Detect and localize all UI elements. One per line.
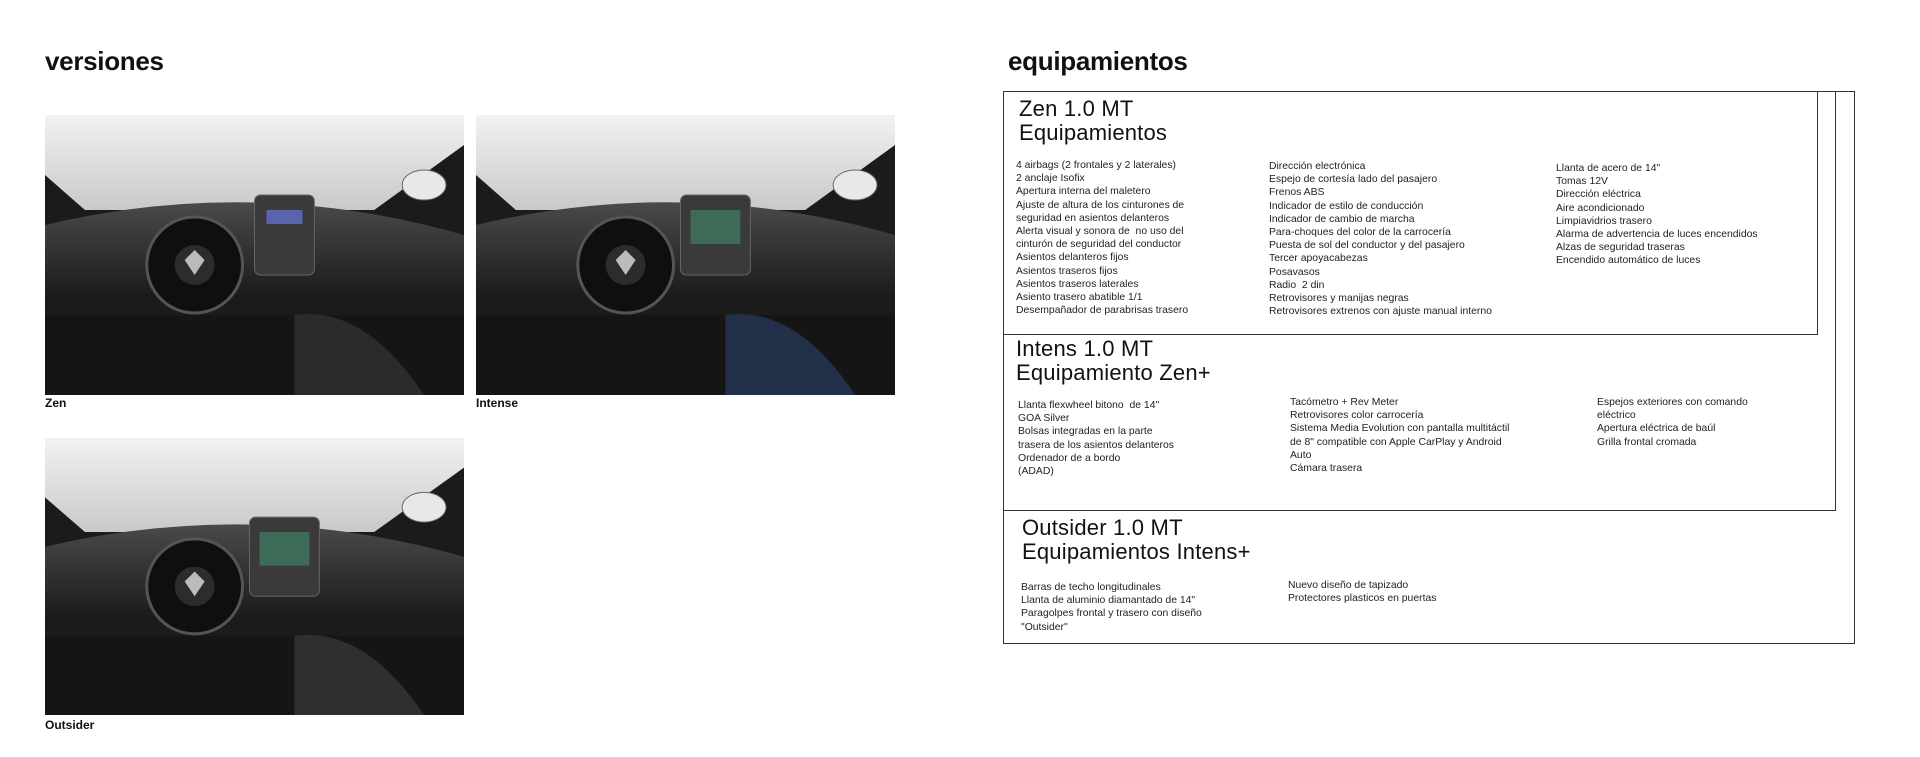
equipamientos-heading: equipamientos: [1008, 46, 1188, 76]
intens-title: [1016, 337, 1211, 385]
intens-features-col2: Tacómetro + Rev Meter Retrovisores color carrocería Sistema Media Evolution con pantalla multitáctil de 8" compatible con Apple CarPlay y Android Auto Cámara trasera: [1290, 397, 1510, 475]
outsider-subtitle: Equipamientos Intens+: [1022, 539, 1251, 564]
versiones-heading: versiones: [45, 46, 164, 76]
intens-model: Intens 1.0 MT: [1016, 336, 1154, 361]
zen-title: [1019, 97, 1167, 145]
outsider-interior-photo: [45, 438, 464, 715]
outsider-title: [1022, 516, 1251, 564]
zen-features-col1: 4 airbags (2 frontales y 2 laterales) 2 anclaje Isofix Apertura interna del maletero Ajuste de altura de los cinturones de seguridad en asientos delanteros Alerta visual y sonora de no uso del cinturón de seguridad del conductor Asientos delanteros fijos Asientos traseros fijos Asientos traseros laterales Asiento trasero abatible 1/1 Desempañador de parabrisas trasero: [1016, 160, 1189, 317]
outsider-features-col1: Barras de techo longitudinales Llanta de aluminio diamantado de 14" Paragolpes frontal y trasero con diseño "Outsider": [1021, 582, 1202, 633]
intens-features-col3: Espejos exteriores con comando eléctrico Apertura eléctrica de baúl Grilla frontal cromada: [1597, 397, 1748, 448]
intense-interior-photo: [476, 115, 895, 395]
intens-subtitle: Equipamiento Zen+: [1016, 360, 1211, 385]
zen-interior-photo: [45, 115, 464, 395]
zen-features-col3: Llanta de acero de 14" Tomas 12V Dirección eléctrica Aire acondicionado Limpiavidrios trasero Alarma de advertencia de luces encendidos Alzas de seguridad traseras Encendido automático de luces: [1556, 163, 1758, 267]
zen-caption: Zen: [45, 396, 67, 410]
intense-caption: Intense: [476, 396, 519, 410]
zen-features-col2: Dirección electrónica Espejo de cortesía lado del pasajero Frenos ABS Indicador de estilo de conducción Indicador de cambio de marcha Para-choques del color de la carrocería Puesta de sol del conductor y del pasajero Tercer apoyacabezas Posavasos Radio 2 din Retrovisores y manijas negras Retrovisores extrenos con ajuste manual interno: [1269, 161, 1492, 318]
outsider-features-col2: Nuevo diseño de tapizado Protectores plasticos en puertas: [1288, 580, 1437, 605]
outsider-caption: Outsider: [45, 718, 95, 732]
car-interior-image: [476, 115, 895, 395]
outsider-model: Outsider 1.0 MT: [1022, 515, 1183, 540]
zen-subtitle: Equipamientos: [1019, 120, 1168, 145]
intens-features-col1: Llanta flexwheel bitono de 14" GOA Silver Bolsas integradas en la parte trasera de los asientos delanteros Ordenador de a bordo (ADAD): [1018, 400, 1174, 478]
car-interior-image: [45, 438, 464, 715]
zen-model: Zen 1.0 MT: [1019, 96, 1134, 121]
car-interior-image: [45, 115, 464, 395]
